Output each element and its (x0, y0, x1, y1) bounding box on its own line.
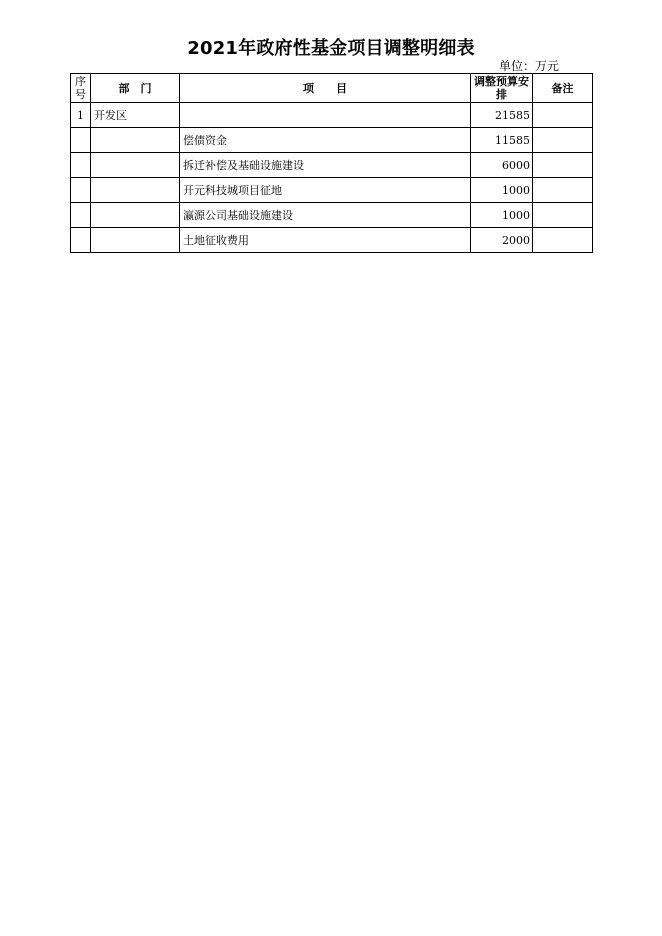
detail-table (70, 73, 593, 253)
table-row (71, 178, 593, 203)
cell-amount: 2000 (471, 228, 533, 253)
cell-dept (91, 128, 180, 153)
cell-dept (91, 178, 180, 203)
header-dept: 部 门 (91, 74, 180, 103)
table-row (71, 203, 593, 228)
cell-note (533, 153, 593, 178)
cell-item: 土地征收费用 (180, 228, 471, 253)
header-note: 备注 (533, 74, 593, 103)
cell-item: 偿债资金 (180, 128, 471, 153)
table-row (71, 153, 593, 178)
cell-amount: 11585 (471, 128, 533, 153)
cell-dept (91, 153, 180, 178)
cell-seq (71, 128, 91, 153)
cell-dept (91, 228, 180, 253)
cell-amount: 21585 (471, 103, 533, 128)
table-row (71, 228, 593, 253)
unit-label: 单位：万元 (499, 59, 560, 73)
page-title: 2021年政府性基金项目调整明细表 (187, 38, 475, 59)
cell-seq (71, 228, 91, 253)
header-amount: 调整预算安排 (471, 74, 533, 103)
cell-seq (71, 203, 91, 228)
cell-note (533, 178, 593, 203)
cell-dept: 开发区 (91, 103, 180, 128)
header-item: 项 目 (180, 74, 471, 103)
cell-item: 开元科技城项目征地 (180, 178, 471, 203)
cell-amount: 6000 (471, 153, 533, 178)
cell-dept (91, 203, 180, 228)
cell-item: 瀛源公司基础设施建设 (180, 203, 471, 228)
cell-note (533, 103, 593, 128)
table-row (71, 103, 593, 128)
header-seq: 序号 (71, 74, 91, 103)
cell-amount: 1000 (471, 203, 533, 228)
cell-note (533, 128, 593, 153)
cell-seq (71, 178, 91, 203)
cell-item: 拆迁补偿及基础设施建设 (180, 153, 471, 178)
cell-note (533, 228, 593, 253)
cell-seq (71, 153, 91, 178)
cell-note (533, 203, 593, 228)
cell-item (180, 103, 471, 128)
table-row (71, 128, 593, 153)
table-header-row (71, 74, 593, 103)
cell-seq: 1 (71, 103, 91, 128)
cell-amount: 1000 (471, 178, 533, 203)
